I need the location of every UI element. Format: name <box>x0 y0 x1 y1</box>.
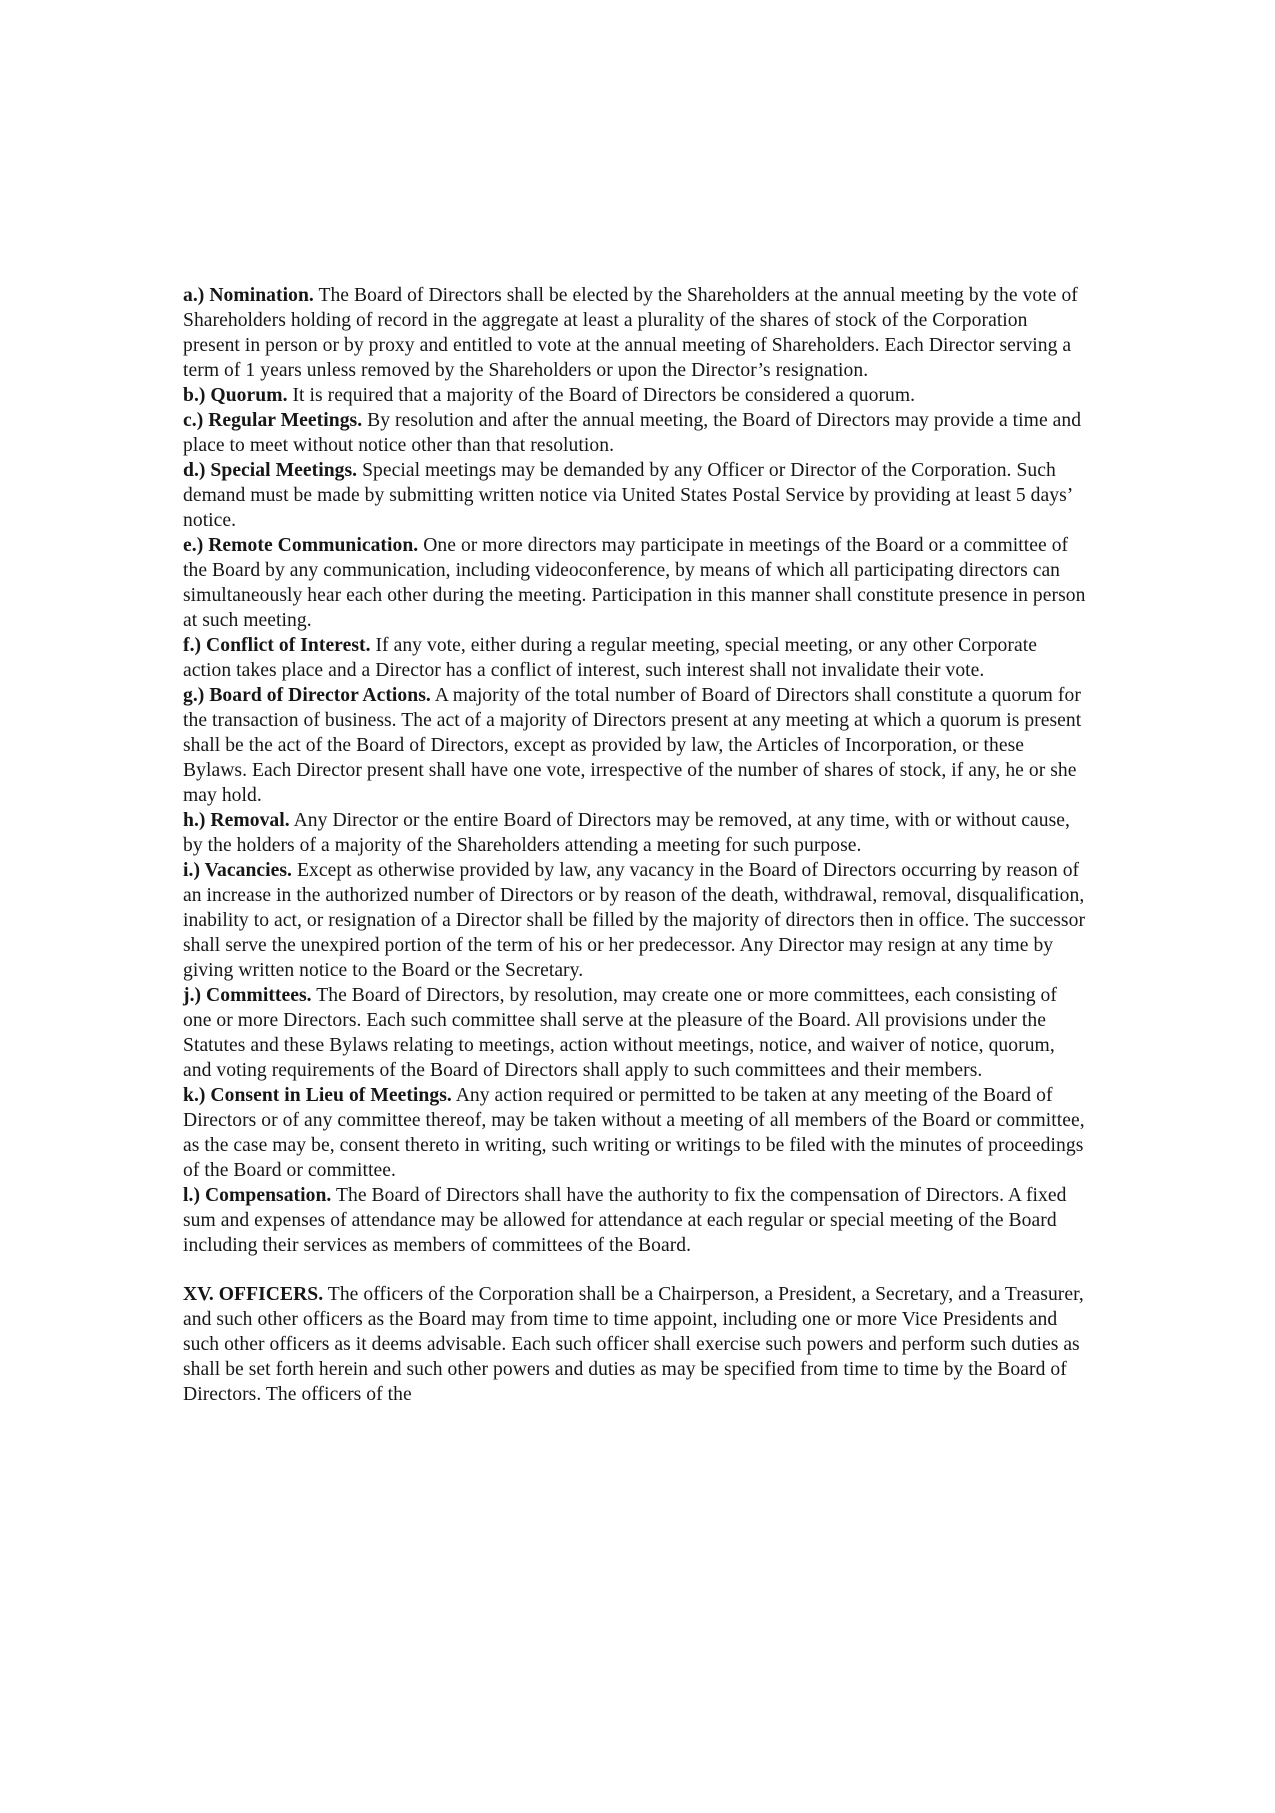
paragraph-removal <box>183 808 1088 858</box>
paragraph-heading: b.) Quorum. <box>183 385 288 406</box>
paragraph-heading: k.) Consent in Lieu of Meetings. <box>183 1085 452 1106</box>
bylaws-text-body <box>183 283 1088 1407</box>
paragraph-board-actions <box>183 683 1088 808</box>
paragraph-heading: j.) Committees. <box>183 985 312 1006</box>
paragraph-text: One or more directors may participate in meetings of the Board or a committee of the Board by any communication, including videoconference, by means of which all participating directors can simultaneously hear each other during the meeting. Participation in this manner shall constitute presence in person at such meeting. <box>183 535 1086 631</box>
paragraph-conflict-of-interest <box>183 633 1088 683</box>
paragraph-text: The Board of Directors, by resolution, may create one or more committees, each consisting of one or more Directors. Each such committee shall serve at the pleasure of the Board. All provisions under the Statutes and these Bylaws relating to meetings, action without meetings, notice, and waiver of notice, quorum, and voting requirements of the Board of Directors shall apply to such committees and their members. <box>183 985 1057 1081</box>
paragraph-nomination <box>183 283 1088 383</box>
section-text: The officers of the Corporation shall be a Chairperson, a President, a Secretary, and a Treasurer, and such other officers as the Board may from time to time appoint, including one or more Vice Presidents and such other officers as it deems advisable. Each such officer shall exercise such powers and perform such duties as shall be set forth herein and such other powers and duties as may be specified from time to time by the Board of Directors. The officers of the <box>183 1284 1084 1405</box>
paragraph-text: The Board of Directors shall be elected by the Shareholders at the annual meeting by the vote of Shareholders holding of record in the aggregate at least a plurality of the shares of stock of the Corporation present in person or by proxy and entitled to vote at the annual meeting of Shareholders. Each Director serving a term of 1 years unless removed by the Shareholders or upon the Director’s resignation. <box>183 285 1078 381</box>
paragraph-heading: l.) Compensation. <box>183 1185 332 1206</box>
paragraph-compensation <box>183 1183 1088 1258</box>
paragraph-text: The Board of Directors shall have the authority to fix the compensation of Directors. A fixed sum and expenses of attendance may be allowed for attendance at each regular or special meeting of the Board including their services as members of committees of the Board. <box>183 1185 1067 1256</box>
paragraph-text: Except as otherwise provided by law, any vacancy in the Board of Directors occurring by reason of an increase in the authorized number of Directors or by reason of the death, withdrawal, removal, disqualification, inability to act, or resignation of a Director shall be filled by the majority of directors then in office. The successor shall serve the unexpired portion of the term of his or her predecessor. Any Director may resign at any time by giving written notice to the Board or the Secretary. <box>183 860 1086 981</box>
paragraph-special-meetings <box>183 458 1088 533</box>
paragraph-regular-meetings <box>183 408 1088 458</box>
paragraph-text: It is required that a majority of the Board of Directors be considered a quorum. <box>287 385 916 406</box>
paragraph-heading: a.) Nomination. <box>183 285 314 306</box>
paragraph-consent-in-lieu <box>183 1083 1088 1183</box>
paragraph-heading: i.) Vacancies. <box>183 860 293 881</box>
paragraph-heading: f.) Conflict of Interest. <box>183 635 371 656</box>
paragraph-remote-communication <box>183 533 1088 633</box>
paragraph-committees <box>183 983 1088 1083</box>
section-heading: XV. OFFICERS. <box>183 1284 324 1305</box>
paragraph-text: Any Director or the entire Board of Directors may be removed, at any time, with or without cause, by the holders of a majority of the Shareholders attending a meeting for such purpose. <box>183 810 1070 856</box>
paragraph-heading: h.) Removal. <box>183 810 290 831</box>
section-officers <box>183 1282 1088 1407</box>
paragraph-heading: d.) Special Meetings. <box>183 460 358 481</box>
paragraph-text: If any vote, either during a regular meeting, special meeting, or any other Corporate action takes place and a Director has a conflict of interest, such interest shall not invalidate their vote. <box>183 635 1037 681</box>
paragraph-text: By resolution and after the annual meeting, the Board of Directors may provide a time and place to meet without notice other than that resolution. <box>183 410 1082 456</box>
paragraph-text: A majority of the total number of Board of Directors shall constitute a quorum for the transaction of business. The act of a majority of Directors present at any meeting at which a quorum is present shall be the act of the Board of Directors, except as provided by law, the Articles of Incorporation, or these Bylaws. Each Director present shall have one vote, irrespective of the number of shares of stock, if any, he or she may hold. <box>183 685 1082 806</box>
paragraph-heading: c.) Regular Meetings. <box>183 410 363 431</box>
paragraph-text: Special meetings may be demanded by any Officer or Director of the Corporation. Such demand must be made by submitting written notice via United States Postal Service by providing at least 5 days’ notice. <box>183 460 1072 531</box>
paragraph-heading: e.) Remote Communication. <box>183 535 419 556</box>
paragraph-heading: g.) Board of Director Actions. <box>183 685 431 706</box>
paragraph-quorum <box>183 383 1088 408</box>
paragraph-text: Any action required or permitted to be taken at any meeting of the Board of Directors or of any committee thereof, may be taken without a meeting of all members of the Board or committee, as the case may be, consent thereto in writing, such writing or writings to be filed with the minutes of proceedings of the Board or committee. <box>183 1085 1085 1181</box>
paragraph-vacancies <box>183 858 1088 983</box>
